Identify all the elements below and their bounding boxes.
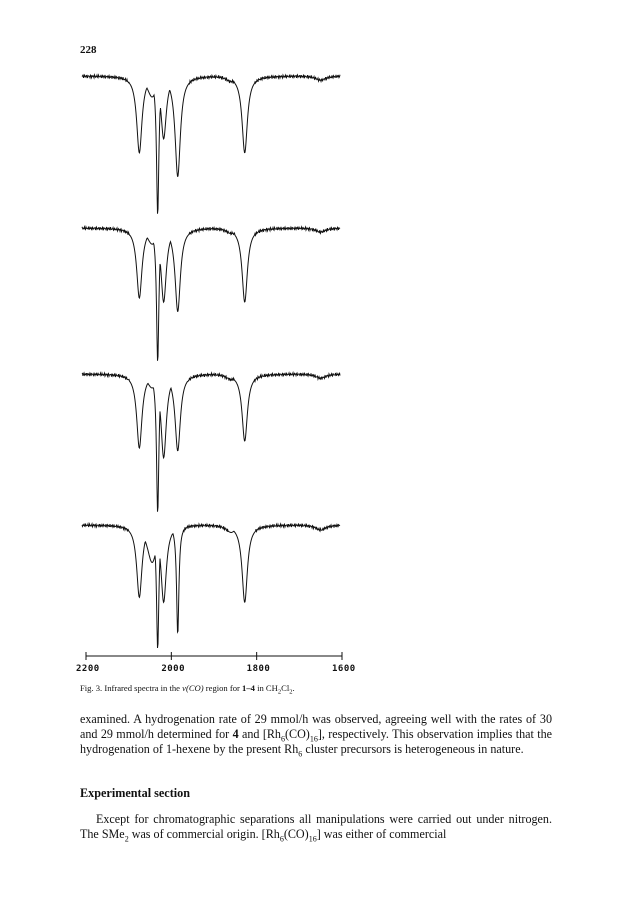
paragraph-hydrogenation	[80, 712, 552, 758]
caption-text: Cl	[281, 683, 290, 693]
paragraph-text: examined. A hydrogenation rate of 29 mmol/h was observed, agreeing well with the rates of 30 and 29 mmol/h determined for	[80, 712, 552, 742]
x-tick-label: 1600	[332, 664, 356, 674]
compound-number: 4	[232, 727, 239, 742]
paragraph-text: and [Rh	[238, 727, 281, 742]
caption-subscript: 2	[289, 688, 293, 696]
subscript: 16	[309, 734, 318, 744]
x-tick-label: 2000	[161, 664, 186, 674]
spectrum-1	[82, 75, 340, 214]
caption-text: region for	[203, 683, 243, 693]
figure-caption	[80, 683, 295, 696]
spectrum-2	[82, 227, 340, 361]
paragraph-experimental	[80, 812, 552, 842]
paragraph-text: (CO)	[283, 827, 309, 842]
paragraph-text: (CO)	[284, 727, 310, 742]
caption-text: in CH	[254, 683, 278, 693]
spectrum-4	[82, 524, 340, 649]
caption-compounds: 1–4	[242, 683, 255, 693]
subscript: 6	[279, 834, 284, 844]
page-number: 228	[80, 44, 97, 56]
paragraph-text: ] was either of commercial	[316, 827, 447, 842]
paragraph-text: ], respectively. This observation implies that the hydrogenation of 1-hexene by the present Rh	[80, 727, 553, 757]
section-heading: Experimental section	[80, 786, 191, 800]
spectrum-3	[82, 373, 340, 512]
paragraph-text: Except for chromatographic separations all manipulations were carried out under nitrogen. The SMe	[80, 812, 552, 842]
x-tick-label: 1800	[246, 664, 271, 674]
caption-text: .	[292, 683, 295, 693]
paragraph-text: cluster precursors is heterogeneous in nature.	[302, 742, 524, 757]
subscript: 16	[308, 834, 317, 844]
paragraph-text: was of commercial origin. [Rh	[128, 827, 280, 842]
x-tick-label: 2200	[76, 664, 100, 674]
subscript: 2	[124, 834, 129, 844]
caption-nu: ν(CO)	[182, 683, 204, 693]
caption-subscript: 2	[277, 688, 282, 696]
caption-text: Fig. 3. Infrared spectra in the	[80, 683, 183, 693]
subscript: 6	[298, 749, 303, 759]
subscript: 6	[280, 734, 285, 744]
spectra-group	[82, 75, 340, 648]
